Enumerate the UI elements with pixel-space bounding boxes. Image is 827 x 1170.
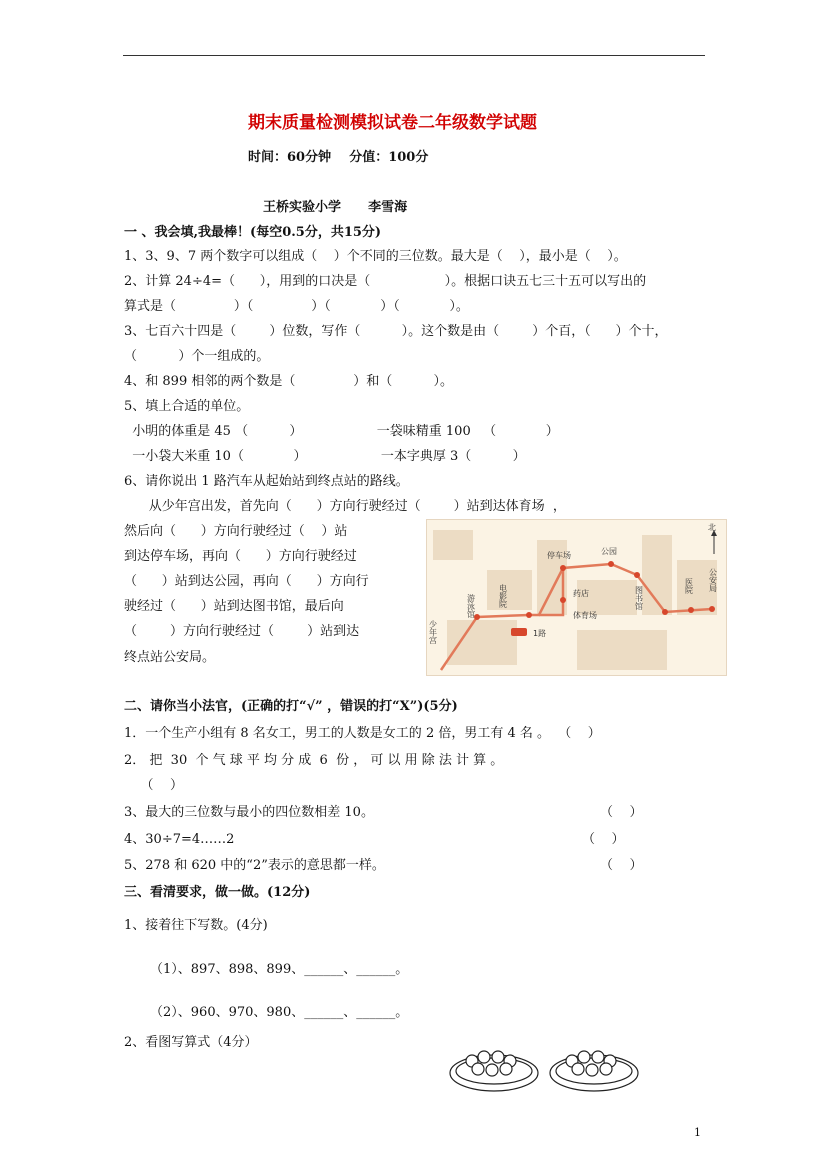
author-line: 王桥实验小学 李雪海 (263, 200, 408, 215)
s1-line-16: （ ）方向行驶经过（ ）站到达 (124, 624, 360, 639)
bus-route-map (426, 519, 727, 676)
s2-line-1: 1．一个生产小组有 8 名女工，男工的人数是女工的 2 倍，男工有 4 名 。 （ ） (124, 726, 601, 741)
s1-line-7: 5、填上合适的单位。 (124, 399, 250, 414)
s2-line-5: 5、278 和 620 中的“2”表示的意思都一样。 (124, 858, 385, 873)
s2-line-2: 2． 把 30 个 气 球 平 均 分 成 6 份 ， 可 以 用 除 法 计 算 。 (124, 753, 504, 768)
section1-heading: 一 、我会填,我最棒！(每空0.5分，共15分) (124, 225, 382, 240)
label-cinema: 电影院 (498, 584, 508, 608)
fruit-plates-illustration (448, 1045, 648, 1093)
label-parking: 停车场 (547, 551, 571, 560)
top-rule (123, 55, 705, 56)
s2-mark-5[interactable]: （ ） (600, 858, 643, 873)
s1-line-15: 驶经过（ ）站到达图书馆，最后向 (124, 599, 344, 614)
s1-line-6: 4、和 899 相邻的两个数是（ ）和（ ）。 (124, 374, 454, 389)
label-stadium: 体育场 (573, 611, 597, 620)
label-park: 公园 (601, 547, 617, 556)
s2-line-2b: （ ） (124, 778, 184, 793)
s1-line-9: 一小袋大米重 10（ ） 一本字典厚 3（ ） (124, 449, 526, 464)
s3-line-3[interactable]: （2）、960、970、980、______、______。 (150, 1005, 409, 1020)
s3-line-4: 2、看图写算式（4分） (124, 1035, 258, 1050)
label-route: 1路 (533, 629, 547, 638)
section3-heading: 三、看清要求，做一做。(12分) (124, 885, 311, 900)
label-library: 图书馆 (634, 586, 644, 610)
s1-line-11: 从少年宫出发，首先向（ ）方向行驶经过（ ）站到达体育场 ， (124, 499, 566, 514)
s2-mark-3[interactable]: （ ） (600, 805, 643, 820)
s2-mark-4[interactable]: （ ） (582, 832, 625, 847)
label-youth-palace: 少年宫 (428, 620, 438, 644)
s1-line-12: 然后向（ ）方向行驶经过（ ）站 (124, 524, 348, 539)
s1-line-14: （ ）站到达公园，再向（ ）方向行 (124, 574, 369, 589)
s3-line-1: 1、接着往下写数。(4分) (124, 918, 268, 933)
label-hospital: 医院 (684, 578, 694, 594)
label-pharmacy: 药店 (573, 589, 589, 598)
s1-line-2: 2、计算 24÷4=（ ），用到的口决是（ ）。根据口诀五七三十五可以写出的 (124, 274, 647, 289)
s1-line-10: 6、请你说出 1 路汽车从起始站到终点站的路线。 (124, 474, 409, 489)
bus-icon (511, 628, 527, 636)
plate-right (550, 1051, 638, 1091)
s1-line-1: 1、3、9、7 两个数字可以组成（ ）个不同的三位数。最大是（ ），最小是（ ）。 (124, 249, 627, 264)
s1-line-4: 3、七百六十四是（ ）位数，写作（ ）。这个数是由（ ）个百，（ ）个十， (124, 324, 668, 339)
page-number: 1 (694, 1126, 701, 1139)
s1-line-13: 到达停车场，再向（ ）方向行驶经过 (124, 549, 357, 564)
s1-line-5: （ ）个一组成的。 (124, 349, 270, 364)
s1-line-3: 算式是（ ）（ ）（ ）（ ）。 (124, 299, 469, 314)
s1-line-8: 小明的体重是 45 （ ） 一袋味精重 100 （ ） (124, 424, 559, 439)
s2-line-4: 4、30÷7=4……2 (124, 832, 235, 847)
page-title: 期末质量检测模拟试卷二年级数学试题 (248, 113, 537, 133)
label-pool: 游泳馆 (466, 594, 476, 618)
label-police: 公安局 (708, 568, 718, 592)
s1-line-17: 终点站公安局。 (124, 650, 216, 665)
s3-line-2[interactable]: （1）、897、898、899、______、______。 (150, 962, 409, 977)
s2-line-3: 3、最大的三位数与最小的四位数相差 10。 (124, 805, 374, 820)
section2-heading: 二、请你当小法官，(正确的打“√” ，错误的打“X”)(5分) (124, 699, 458, 714)
plate-left (450, 1051, 538, 1091)
label-north: 北 (708, 523, 716, 532)
time-score-line: 时间：60分钟 分值：100分 (248, 150, 429, 165)
